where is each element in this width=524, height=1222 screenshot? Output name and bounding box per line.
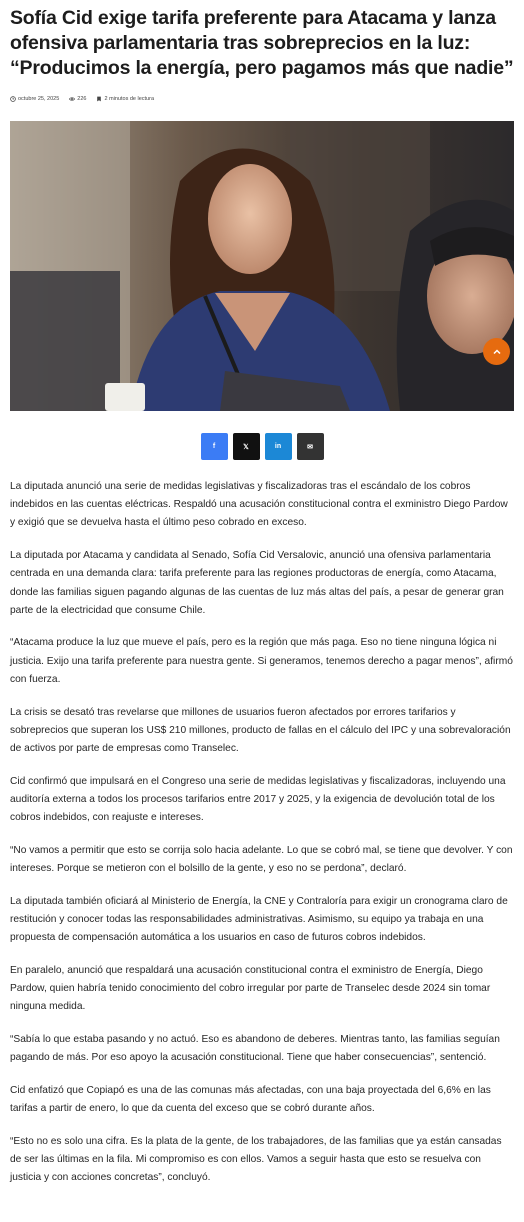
share-linkedin-button[interactable] bbox=[265, 433, 292, 460]
share-x-button[interactable] bbox=[233, 433, 260, 460]
paragraph: “Atacama produce la luz que mueve el país, pero es la región que más paga. Eso no tiene ninguna lógica ni justicia. Exijo una tarifa preferente para nuestra gente. Si generamos, tenemos derecho a pagar menos”, afirmó con fuerza. bbox=[10, 637, 513, 685]
share-facebook-button[interactable] bbox=[201, 433, 228, 460]
chevron-up-icon bbox=[492, 347, 502, 357]
scroll-to-top-button[interactable] bbox=[483, 338, 510, 365]
article-title: Sofía Cid exige tarifa preferente para Atacama y lanza ofensiva parlamentaria tras sobreprecios en la luz: “Producimos la energía, pero pagamos más que nadie” bbox=[10, 7, 514, 79]
clock-icon bbox=[10, 96, 16, 102]
article-date: octubre 25, 2025 bbox=[18, 96, 60, 102]
paragraph: Cid confirmó que impulsará en el Congreso una serie de medidas legislativas y fiscalizadoras, incluyendo una auditoría externa a todos los procesos tarifarios entre 2017 y 2025, y la exigencia de devolución total de los cobros indebidos, con reajuste e intereses. bbox=[10, 775, 506, 824]
paragraph: “Sabía lo que estaba pasando y no actuó. Eso es abandono de deberes. Mientras tanto, las familias seguían pagando de más. Por eso apoyo la acusación constitucional. Tiene que haber consecuencias”, sentenció. bbox=[10, 1033, 500, 1064]
paragraph: La crisis se desató tras revelarse que millones de usuarios fueron afectados por errores tarifarios y sobreprecios que superan los US$ 210 millones, producto de fallas en el cálculo del IPC y una sobrevaloración de activos por parte de empresas como Transelec. bbox=[10, 706, 511, 754]
article-views: 226 bbox=[77, 96, 87, 102]
paragraph: La diputada también oficiará al Ministerio de Energía, la CNE y Contraloría para exigir un cronograma claro de restitución y conocer todas las responsabilidades administrativas. Asimismo, su equipo ya trabaja en una propuesta de compensación automática a los usuarios en caso de futuros cobros indebidos. bbox=[10, 895, 508, 944]
hero-image bbox=[10, 121, 514, 411]
views-meta bbox=[69, 96, 86, 102]
paragraph: La diputada anunció una serie de medidas legislativas y fiscalizadoras tras el escándalo de los cobros indebidos en las cuentas eléctricas. Respaldó una acusación constitucional contra el exministro Diego Pardow y exigió que se devuelva hasta el último peso cobrado en exceso. bbox=[10, 481, 508, 529]
facebook-icon: f bbox=[212, 443, 216, 450]
eye-icon bbox=[69, 96, 75, 102]
linkedin-icon: in bbox=[274, 443, 282, 450]
share-bar bbox=[10, 433, 514, 460]
date-meta bbox=[10, 96, 59, 102]
article-read-time: 2 minutos de lectura bbox=[104, 96, 155, 102]
x-icon: 𝕏 bbox=[243, 443, 249, 451]
paragraph: “No vamos a permitir que esto se corrija solo hacia adelante. Lo que se cobró mal, se tiene que devolver. Y con intereses. Porque se metieron con el bolsillo de la gente, y eso no se perdona”, declaró. bbox=[10, 844, 513, 874]
page bbox=[0, 6, 524, 1187]
article-meta bbox=[10, 94, 514, 104]
paragraph: Cid enfatizó que Copiapó es una de las comunas más afectadas, con una baja proyectada del 6,6% en las tarifas a partir de enero, lo que da cuenta del exceso que se cobró durante años. bbox=[10, 1084, 491, 1114]
paragraph: “Esto no es solo una cifra. Es la plata de la gente, de los trabajadores, de las familias que ya están cansadas de ser las últimas en la fila. Mi compromiso es con ellos. Vamos a seguir hasta que esto se resuelva con justicia y con acciones concretas”, concluyó. bbox=[10, 1135, 502, 1184]
bookmark-icon bbox=[96, 96, 102, 102]
paragraph: La diputada por Atacama y candidata al Senado, Sofía Cid Versalovic, anunció una ofensiva parlamentaria centrada en una demanda clara: tarifa preferente para las regiones productoras de energía, como Atacama, donde las familias siguen pagando algunas de las cuentas de luz más altas del país, a pesar de generar gran parte de la electricidad que consume Chile. bbox=[10, 550, 504, 616]
hero-photo bbox=[10, 121, 514, 411]
share-email-button[interactable] bbox=[297, 433, 324, 460]
paragraph: En paralelo, anunció que respaldará una acusación constitucional contra el exministro de Energía, Diego Pardow, quien habría tenido conocimiento del cobro irregular por parte de Transelec desde 2024 sin tomar ninguna medida. bbox=[10, 964, 491, 1013]
article-body bbox=[10, 478, 514, 1187]
read-time-meta bbox=[96, 96, 154, 102]
email-icon: ✉ bbox=[307, 443, 313, 451]
